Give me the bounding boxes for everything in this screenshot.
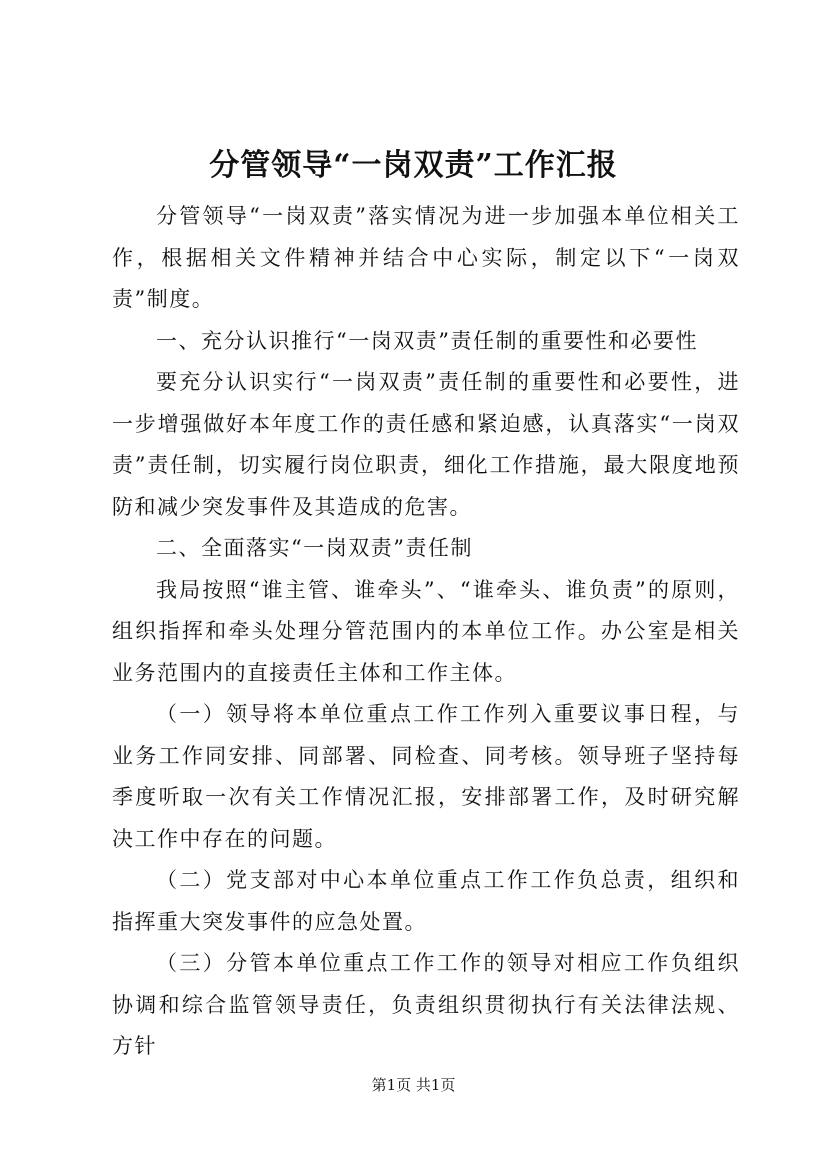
page-title: 分管领导“一岗双责”工作汇报 xyxy=(209,148,618,183)
document-body xyxy=(112,196,740,1068)
page-number-footer: 第1页 共1页 xyxy=(371,1076,456,1094)
section-heading-2: 二、全面落实“一岗双责”责任制 xyxy=(156,536,473,560)
intro-paragraph: 分管领导“一岗双责”落实情况为进一步加强本单位相关工作，根据相关文件精神并结合中心实际，制定以下“一岗双责”制度。 xyxy=(112,204,740,311)
item-2-paragraph: （二）党支部对中心本单位重点工作工作负总责，组织和指挥重大突发事件的应急处置。 xyxy=(112,868,740,934)
section-heading-1: 一、充分认识推行“一岗双责”责任制的重要性和必要性 xyxy=(156,328,698,353)
item-3-paragraph: （三）分管本单位重点工作工作的领导对相应工作负组织协调和综合监管领导责任，负责组织贯彻执行有关法律法规、方针 xyxy=(112,951,740,1058)
item-1-paragraph: （一）领导将本单位重点工作工作列入重要议事日程，与业务工作同安排、同部署、同检查、同考核。领导班子坚持每季度听取一次有关工作情况汇报，安排部署工作，及时研究解决工作中存在的问题。 xyxy=(112,702,740,851)
section-2-paragraph: 我局按照“谁主管、谁牵头”、“谁牵头、谁负责”的原则，组织指挥和牵头处理分管范围内的本单位工作。办公室是相关业务范围内的直接责任主体和工作主体。 xyxy=(112,577,740,685)
section-1-paragraph: 要充分认识实行“一岗双责”责任制的重要性和必要性，进一步增强做好本年度工作的责任感和紧迫感，认真落实“一岗双责”责任制，切实履行岗位职责，细化工作措施，最大限度地预防和减少突发事件及其造成的危害。 xyxy=(112,370,740,519)
